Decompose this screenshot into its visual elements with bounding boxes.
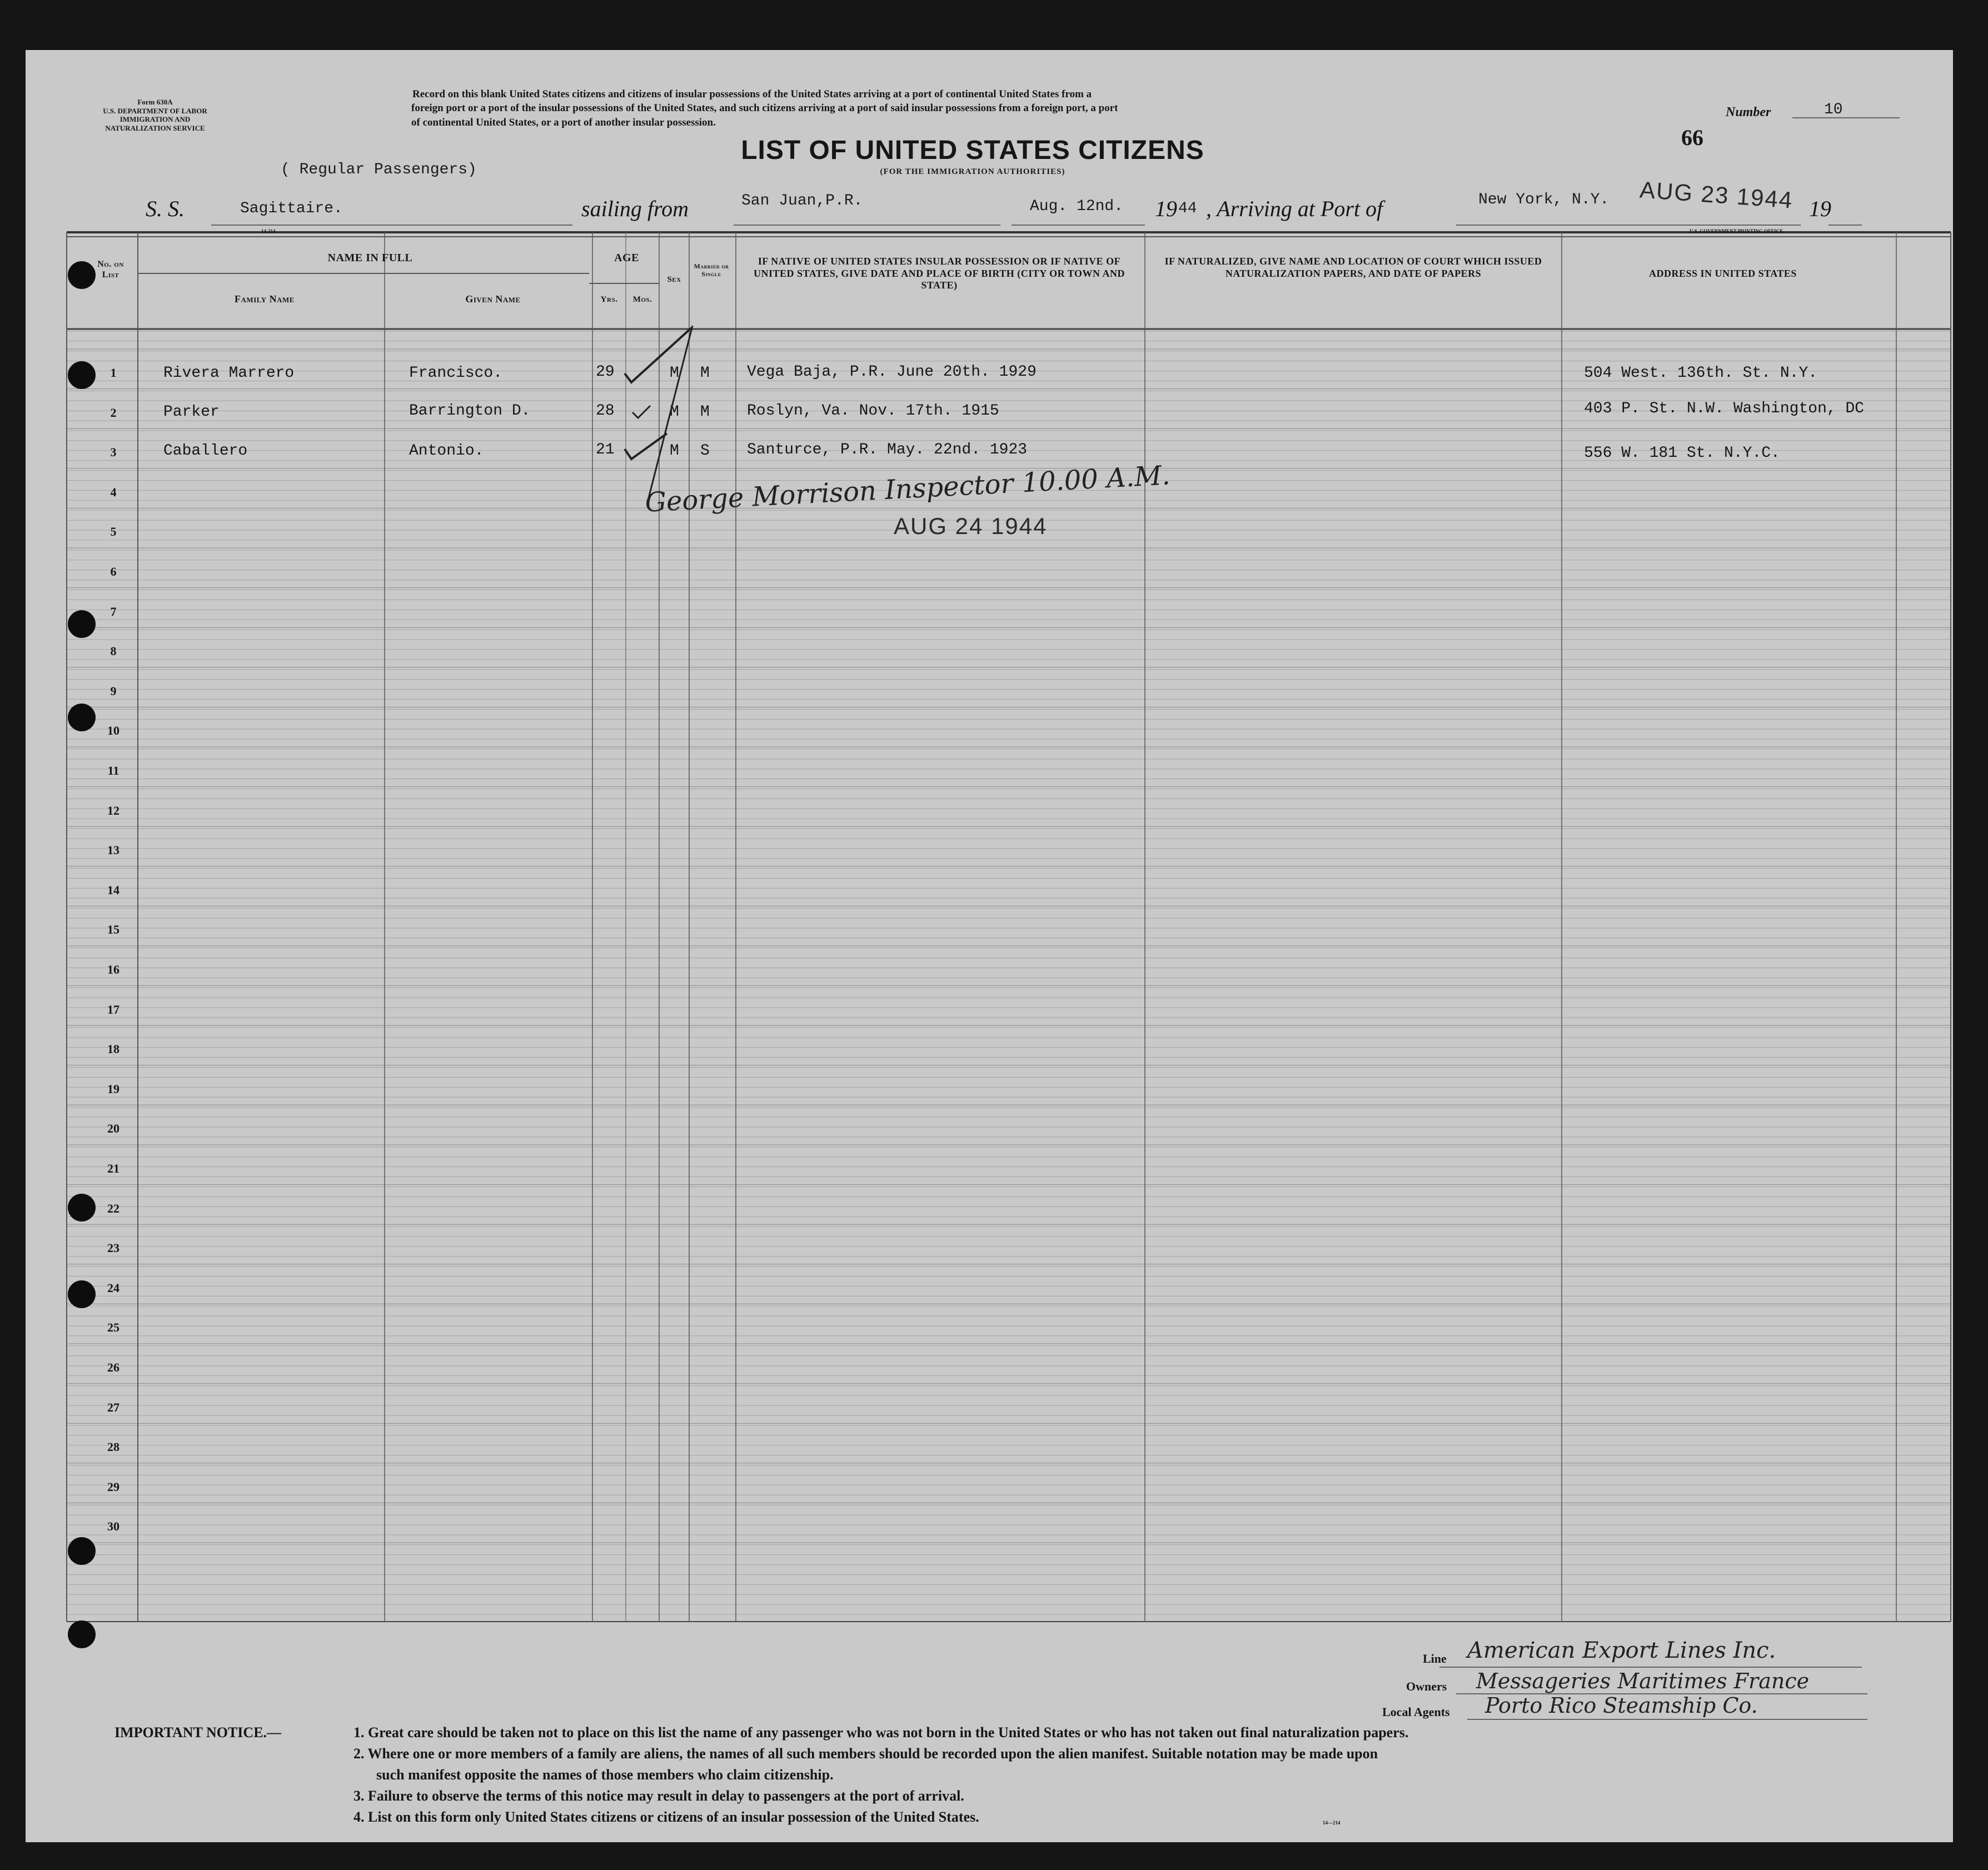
ss-label: S. S. <box>146 196 185 221</box>
row-number: 3 <box>110 445 117 460</box>
birth-cell: Santurce, P.R. May. 22nd. 1923 <box>747 441 1028 458</box>
form-identification <box>69 98 241 132</box>
department-name: U.S. DEPARTMENT OF LABOR <box>103 106 207 115</box>
arriving-label: , Arriving at Port of <box>1206 196 1383 221</box>
header-mos: Mos. <box>632 295 652 304</box>
header-naturalized: IF NATURALIZED, GIVE NAME AND LOCATION OF COURT WHICH ISSUED NATURALIZATION PAPERS, AND DATE OF PAPERS <box>1164 256 1542 279</box>
row-number: 30 <box>107 1519 119 1534</box>
given-name-cell: Antonio. <box>409 442 484 460</box>
binder-hole <box>68 1280 96 1308</box>
row-number: 25 <box>107 1320 119 1335</box>
number-value: 10 <box>1824 101 1843 118</box>
row-number: 16 <box>107 963 119 976</box>
row-number: 9 <box>110 684 117 698</box>
sex-cell: M <box>670 365 679 382</box>
row-number: 6 <box>110 565 117 579</box>
row-number: 27 <box>107 1400 119 1414</box>
ship-code: 14-214 <box>261 228 276 234</box>
from-port: San Juan,P.R. <box>741 192 863 210</box>
binder-hole <box>68 1620 96 1648</box>
address-cell: 556 W. 181 St. N.Y.C. <box>1584 445 1780 462</box>
notice-item: 3. Failure to observe the terms of this notice may result in delay to passengers at the port of arrival. <box>353 1788 964 1804</box>
row-number: 21 <box>107 1161 119 1175</box>
row-number: 28 <box>107 1440 119 1454</box>
address-cell: 403 P. St. N.W. Washington, DC <box>1584 400 1865 417</box>
line-label: Line <box>1423 1652 1447 1665</box>
header-name-in-full: NAME IN FULL <box>327 252 413 264</box>
row-number: 22 <box>107 1201 119 1215</box>
header-given-name: Given Name <box>465 293 521 305</box>
header-sex: Sex <box>667 275 681 284</box>
instruction-line: Record on this blank United States citizens and citizens of insular possessions of the United States arriving at a port of continental United States from a <box>412 88 1092 100</box>
local-agents-label: Local Agents <box>1382 1705 1450 1719</box>
year-suffix: 44 <box>1178 200 1197 217</box>
row-number: 7 <box>110 604 117 619</box>
notice-code: 14—214 <box>1323 1820 1341 1826</box>
instructions-block <box>411 87 1623 129</box>
marital-cell: M <box>700 403 710 421</box>
row-number: 18 <box>107 1042 119 1056</box>
age-years-cell: 29 <box>596 363 615 381</box>
marital-cell: S <box>700 442 710 460</box>
row-number: 10 <box>107 724 119 738</box>
instruction-line: of continental United States, or a port of another insular possession. <box>411 116 716 128</box>
birth-cell: Roslyn, Va. Nov. 17th. 1915 <box>747 402 999 420</box>
notice-item: 1. Great care should be taken not to place on this list the name of any passenger who was not born in the United States or who has not taken out final naturalization papers. <box>353 1724 1409 1741</box>
owners-label: Owners <box>1406 1679 1447 1693</box>
row-number: 24 <box>107 1280 119 1295</box>
row-number: 17 <box>107 1002 119 1016</box>
header-married-single: Married or Single <box>694 262 729 278</box>
row-number: 11 <box>107 764 119 777</box>
arrival-port: New York, N.Y. <box>1478 191 1610 208</box>
number-label: Number <box>1726 105 1771 119</box>
year-prefix: 19 <box>1155 196 1177 221</box>
arrival-date-stamp: AUG 23 1944 <box>1638 176 1794 213</box>
row-number: 2 <box>110 405 117 420</box>
header-age: AGE <box>614 252 639 264</box>
marital-cell: M <box>700 365 710 382</box>
notice-item: 2. Where one or more members of a family are aliens, the names of all such members should be recorded upon the alien manifest. Suitable notation may be made upon <box>353 1746 1378 1762</box>
notice-item: such manifest opposite the names of those members who claim citizenship. <box>376 1767 834 1783</box>
notice-heading: IMPORTANT NOTICE.— <box>114 1724 282 1741</box>
row-number: 19 <box>107 1081 119 1096</box>
row-number: 14 <box>107 882 119 897</box>
local-agents-value: Porto Rico Steamship Co. <box>1485 1693 1758 1718</box>
row-number: 29 <box>107 1479 119 1494</box>
form-number: Form 630A <box>137 98 173 106</box>
owners-value: Messageries Maritimes France <box>1476 1669 1810 1693</box>
inspector-signature: George Morrison Inspector 10.00 A.M. <box>644 460 1171 518</box>
service-name: IMMIGRATION AND NATURALIZATION SERVICE <box>105 115 205 132</box>
ship-name: Sagittaire. <box>240 200 343 217</box>
binder-hole <box>68 610 96 638</box>
family-name-cell: Parker <box>163 403 220 421</box>
header-address: ADDRESS IN UNITED STATES <box>1649 268 1797 279</box>
header-no-on-list: No. on List <box>97 260 124 280</box>
page-subtitle: (FOR THE IMMIGRATION AUTHORITIES) <box>880 167 1065 176</box>
passenger-class: ( Regular Passengers) <box>281 161 477 178</box>
sailing-from-label: sailing from <box>581 196 689 221</box>
binder-hole <box>68 361 96 389</box>
notice-item: 4. List on this form only United States citizens or citizens of an insular possession of the United States. <box>353 1809 979 1825</box>
row-number: 23 <box>107 1241 119 1255</box>
row-number: 5 <box>110 525 117 539</box>
row-number: 8 <box>110 644 117 659</box>
row-number: 20 <box>107 1121 119 1136</box>
sex-cell: M <box>670 442 679 460</box>
arrival-year-prefix: 19 <box>1809 196 1831 221</box>
family-name-cell: Caballero <box>163 442 248 460</box>
row-number: 12 <box>107 803 119 817</box>
binder-hole <box>68 1194 96 1221</box>
binder-hole <box>68 704 96 731</box>
sex-cell: M <box>670 403 679 421</box>
row-number: 4 <box>110 485 117 499</box>
birth-cell: Vega Baja, P.R. June 20th. 1929 <box>747 363 1037 381</box>
header-yrs: Yrs. <box>600 295 618 304</box>
sail-date: Aug. 12nd. <box>1030 198 1124 215</box>
age-years-cell: 28 <box>596 402 615 420</box>
inspection-date-stamp: AUG 24 1944 <box>894 513 1048 539</box>
row-number: 15 <box>107 922 119 937</box>
header-birth: IF NATIVE OF UNITED STATES INSULAR POSSESSION OR IF NATIVE OF UNITED STATES, GIVE DATE AND PLACE OF BIRTH (CITY OR TOWN AND STATE) <box>754 256 1125 291</box>
header-family-name: Family Name <box>235 293 295 305</box>
address-cell: 504 West. 136th. St. N.Y. <box>1584 365 1818 382</box>
given-name-cell: Francisco. <box>409 365 503 382</box>
instruction-line: foreign port or a port of the insular possessions of the United States, and such citizens arriving at a port of said insular possessions from a foreign port, a port <box>411 102 1118 114</box>
row-number: 13 <box>107 843 119 857</box>
given-name-cell: Barrington D. <box>409 402 531 420</box>
page-title: LIST OF UNITED STATES CITIZENS <box>741 136 1204 165</box>
sheet-number: 66 <box>1681 125 1703 150</box>
binder-hole <box>68 1537 96 1565</box>
age-years-cell: 21 <box>596 441 615 458</box>
line-value: American Export Lines Inc. <box>1467 1638 1776 1663</box>
row-number: 1 <box>110 366 117 380</box>
row-number: 26 <box>107 1360 119 1374</box>
printing-office-mark: U.S. GOVERNMENT PRINTING OFFICE <box>1690 228 1783 234</box>
family-name-cell: Rivera Marrero <box>163 365 295 382</box>
